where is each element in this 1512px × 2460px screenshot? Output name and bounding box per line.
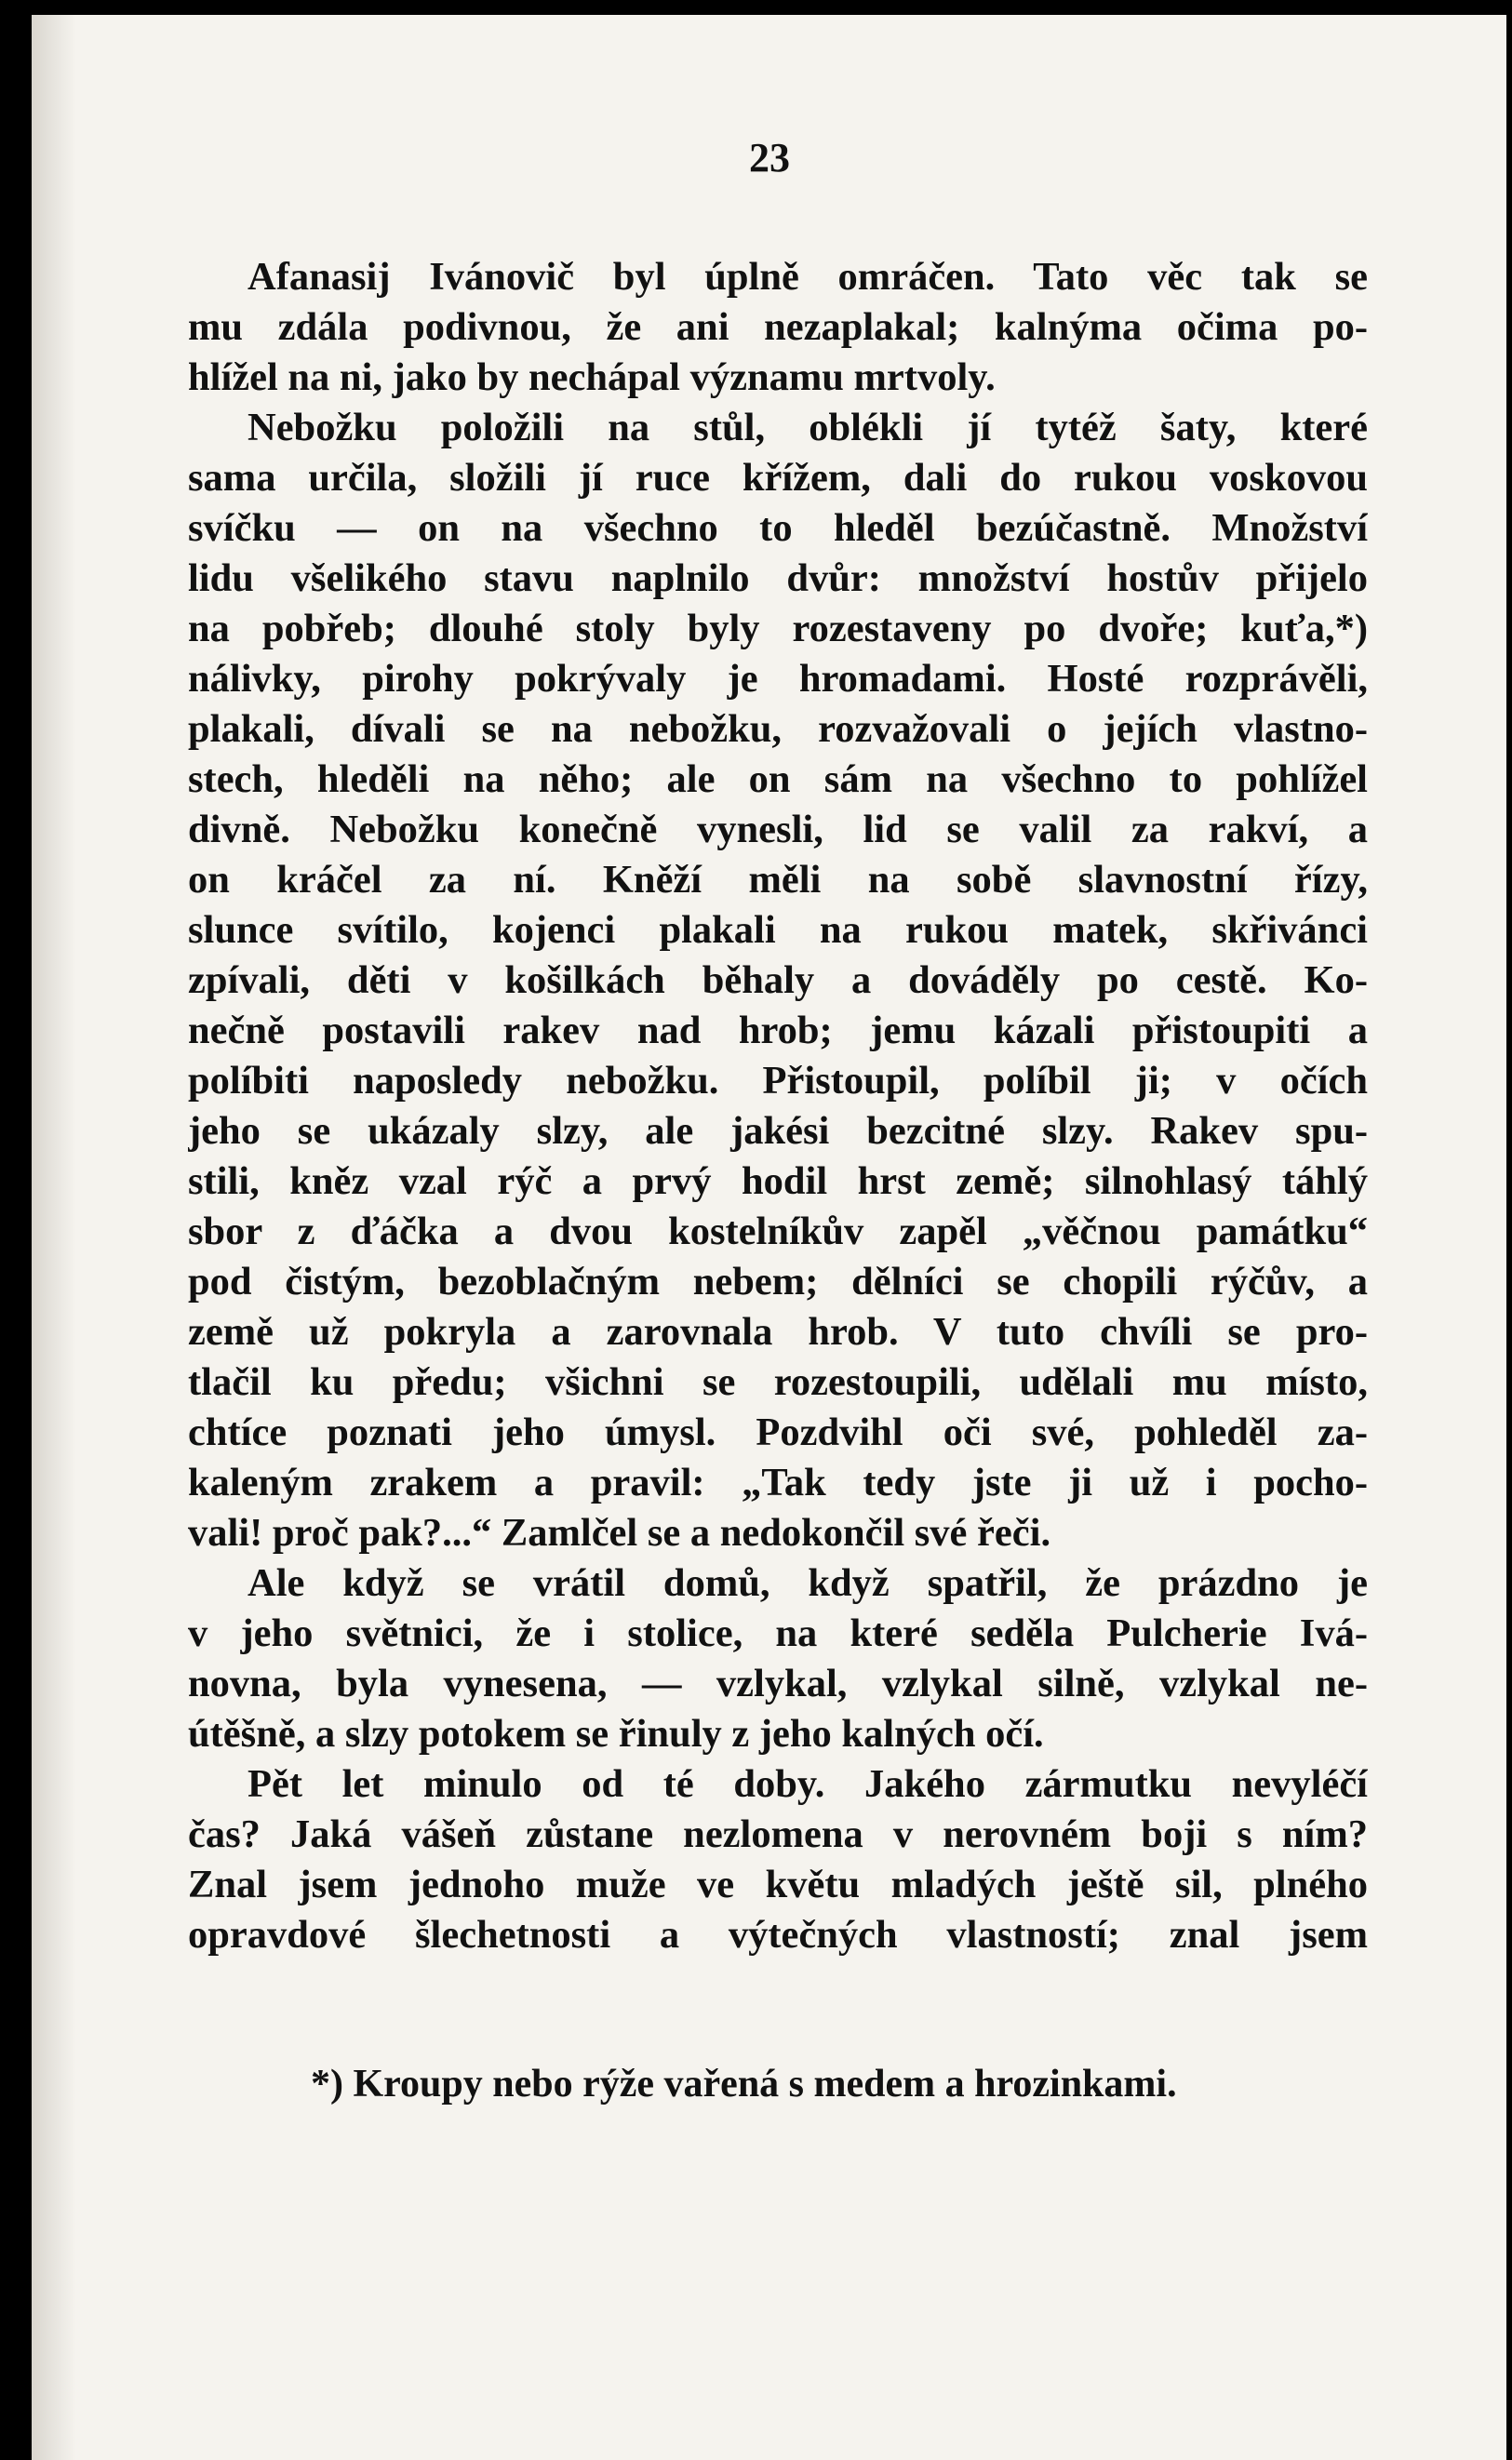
text-line: Znal jsem jednoho muže ve květu mladých ještě sil, plného	[188, 1863, 1368, 1906]
text-line: chtíce poznati jeho úmysl. Pozdvihl oči své, pohleděl za-	[188, 1410, 1368, 1454]
text-line: Nebožku položili na stůl, oblékli jí tytéž šaty, které	[248, 406, 1368, 449]
text-line: lidu všelikého stavu naplnilo dvůr: množství hostův přijelo	[188, 556, 1368, 600]
text-line: Pět let minulo od té doby. Jakého zármutku nevyléčí	[248, 1762, 1368, 1806]
text-line: sbor z ďáčka a dvou kostelníkův zapěl „věčnou památku“	[188, 1210, 1368, 1253]
text-line: na pobřeb; dlouhé stoly byly rozestaveny po dvoře; kuťa,*)	[188, 607, 1368, 650]
text-line: novna, byla vynesena, — vzlykal, vzlykal silně, vzlykal ne-	[188, 1662, 1368, 1705]
text-line: on kráčel za ní. Kněží měli na sobě slavnostní řízy,	[188, 858, 1368, 902]
text-line: Afanasij Ivánovič byl úplně omráčen. Tato věc tak se	[248, 255, 1368, 299]
text-line: stech, hleděli na něho; ale on sám na všechno to pohlížel	[188, 757, 1368, 801]
text-line: divně. Nebožku konečně vynesli, lid se valil za rakví, a	[188, 808, 1368, 851]
body-text	[188, 252, 1368, 1960]
text-line: plakali, dívali se na nebožku, rozvažovali o jejích vlastno-	[188, 707, 1368, 751]
text-line: Ale když se vrátil domů, když spatřil, že prázdno je	[248, 1561, 1368, 1605]
text-line: útěšně, a slzy potokem se řinuly z jeho kalných očí.	[188, 1712, 1044, 1756]
text-line: sama určila, složili jí ruce křížem, dali do rukou voskovou	[188, 456, 1368, 500]
footnote: *) Kroupy nebo rýže vařená s medem a hrozinkami.	[311, 2063, 1177, 2106]
text-line: čas? Jaká vášeň zůstane nezlomena v nerovném boji s ním?	[188, 1812, 1368, 1856]
text-line: políbiti naposledy nebožku. Přistoupil, políbil ji; v očích	[188, 1059, 1368, 1103]
text-line: jeho se ukázaly slzy, ale jakési bezcitné slzy. Rakev spu-	[188, 1109, 1368, 1153]
text-line: země už pokryla a zarovnala hrob. V tuto chvíli se pro-	[188, 1310, 1368, 1354]
text-line: nálivky, pirohy pokrývaly je hromadami. Hosté rozprávěli,	[188, 657, 1368, 701]
book-page	[32, 15, 1506, 2460]
text-line: kaleným zrakem a pravil: „Tak tedy jste ji už i pocho-	[188, 1461, 1368, 1504]
text-line: nečně postavili rakev nad hrob; jemu kázali přistoupiti a	[188, 1009, 1368, 1052]
page-number: 23	[749, 135, 790, 180]
text-line: stili, kněz vzal rýč a prvý hodil hrst země; silnohlasý táhlý	[188, 1159, 1368, 1203]
page-gutter-shadow	[32, 15, 76, 2460]
text-line: zpívali, děti v košilkách běhaly a dováděly po cestě. Ko-	[188, 958, 1368, 1002]
text-line: slunce svítilo, kojenci plakali na rukou matek, skřivánci	[188, 908, 1368, 952]
text-line: svíčku — on na všechno to hleděl bezúčastně. Množství	[188, 506, 1368, 550]
text-line: pod čistým, bezoblačným nebem; dělníci se chopili rýčův, a	[188, 1260, 1368, 1304]
text-line: v jeho světnici, že i stolice, na které seděla Pulcherie Ivá-	[188, 1611, 1368, 1655]
text-line: opravdové šlechetnosti a výtečných vlastností; znal jsem	[188, 1913, 1368, 1957]
text-line: vali! proč pak?...“ Zamlčel se a nedokončil své řeči.	[188, 1511, 1051, 1555]
text-line: hlížel na ni, jako by nechápal významu mrtvoly.	[188, 355, 996, 399]
text-line: tlačil ku předu; všichni se rozestoupili, udělali mu místo,	[188, 1360, 1368, 1404]
text-line: mu zdála podivnou, že ani nezaplakal; kalnýma očima po-	[188, 305, 1368, 349]
